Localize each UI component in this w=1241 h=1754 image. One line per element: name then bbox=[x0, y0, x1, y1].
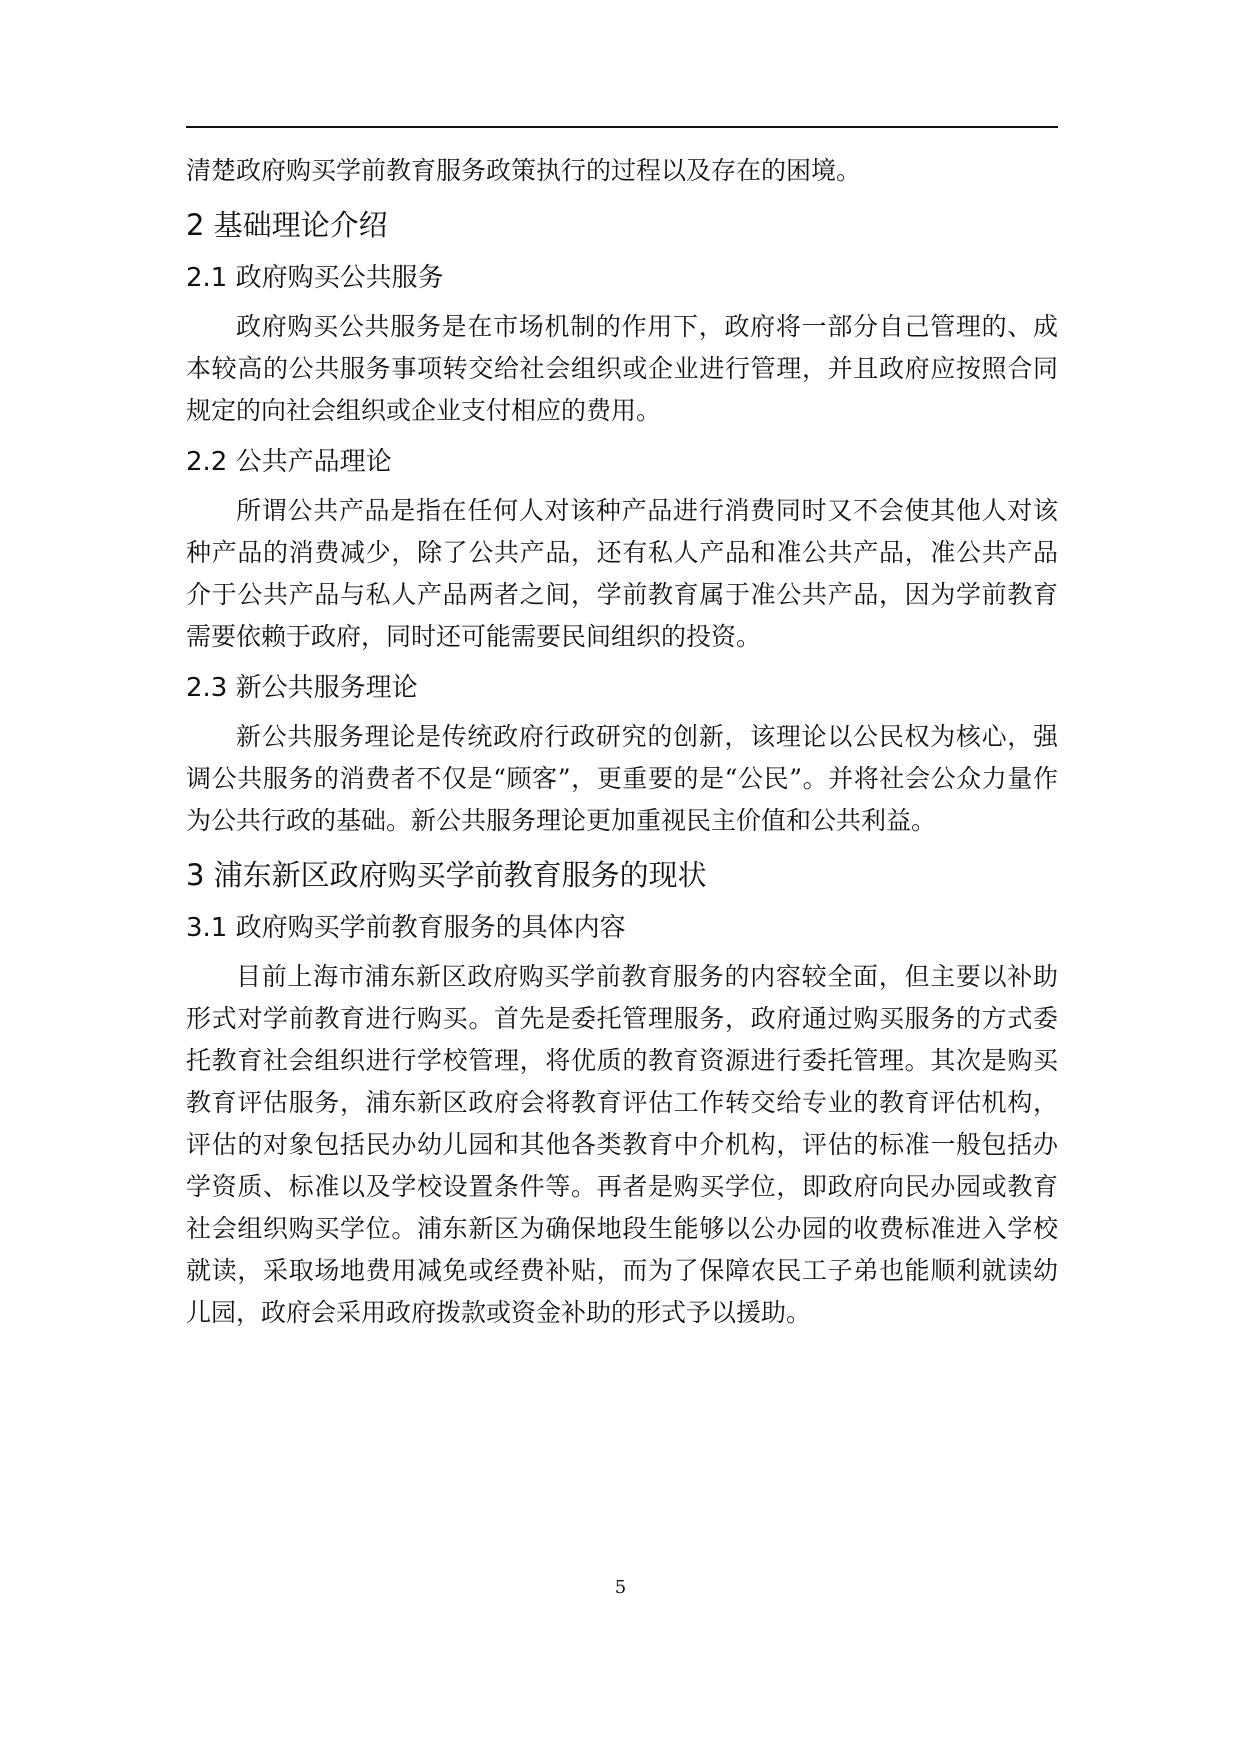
section-3-1-heading: 3.1 政府购买学前教育服务的具体内容 bbox=[186, 913, 626, 943]
section-2-2-paragraph: 所谓公共产品是指在任何人对该种产品进行消费同时又不会使其他人对该种产品的消费减少，除了公共产品，还有私人产品和准公共产品，准公共产品介于公共产品与私人产品两者之间，学前教育属于准公共产品，因为学前教育需要依赖于政府，同时还可能需要民间组织的投资。 bbox=[186, 496, 1058, 651]
section-2-3-paragraph: 新公共服务理论是传统政府行政研究的创新，该理论以公民权为核心，强调公共服务的消费者不仅是“顾客”，更重要的是“公民”。并将社会公众力量作为公共行政的基础。新公共服务理论更加重视民主价值和公共利益。 bbox=[186, 722, 1058, 835]
section-2-3-heading: 2.3 新公共服务理论 bbox=[186, 673, 418, 703]
section-2-1-paragraph: 政府购买公共服务是在市场机制的作用下，政府将一部分自己管理的、成本较高的公共服务事项转交给社会组织或企业进行管理，并且政府应按照合同规定的向社会组织或企业支付相应的费用。 bbox=[186, 312, 1058, 425]
section-2-heading: 2 基础理论介绍 bbox=[186, 208, 388, 242]
page-content bbox=[186, 150, 1058, 1334]
section-2-1-heading: 2.1 政府购买公共服务 bbox=[186, 263, 444, 293]
section-3-1-paragraph: 目前上海市浦东新区政府购买学前教育服务的内容较全面，但主要以补助形式对学前教育进行购买。首先是委托管理服务，政府通过购买服务的方式委托教育社会组织进行学校管理，将优质的教育资源进行委托管理。其次是购买教育评估服务，浦东新区政府会将教育评估工作转交给专业的教育评估机构，评估的对象包括民办幼儿园和其他各类教育中介机构，评估的标准一般包括办学资质、标准以及学校设置条件等。再者是购买学位，即政府向民办园或教育社会组织购买学位。浦东新区为确保地段生能够以公办园的收费标准进入学校就读，采取场地费用减免或经费补贴，而为了保障农民工子弟也能顺利就读幼儿园，政府会采用政府拨款或资金补助的形式予以援助。 bbox=[186, 962, 1058, 1327]
page-number: 5 bbox=[614, 1577, 627, 1598]
intro-paragraph: 清楚政府购买学前教育服务政策执行的过程以及存在的困境。 bbox=[186, 156, 862, 185]
section-3-heading: 3 浦东新区政府购买学前教育服务的现状 bbox=[186, 858, 707, 892]
section-2-2-heading: 2.2 公共产品理论 bbox=[186, 447, 392, 477]
header-rule bbox=[186, 126, 1058, 128]
